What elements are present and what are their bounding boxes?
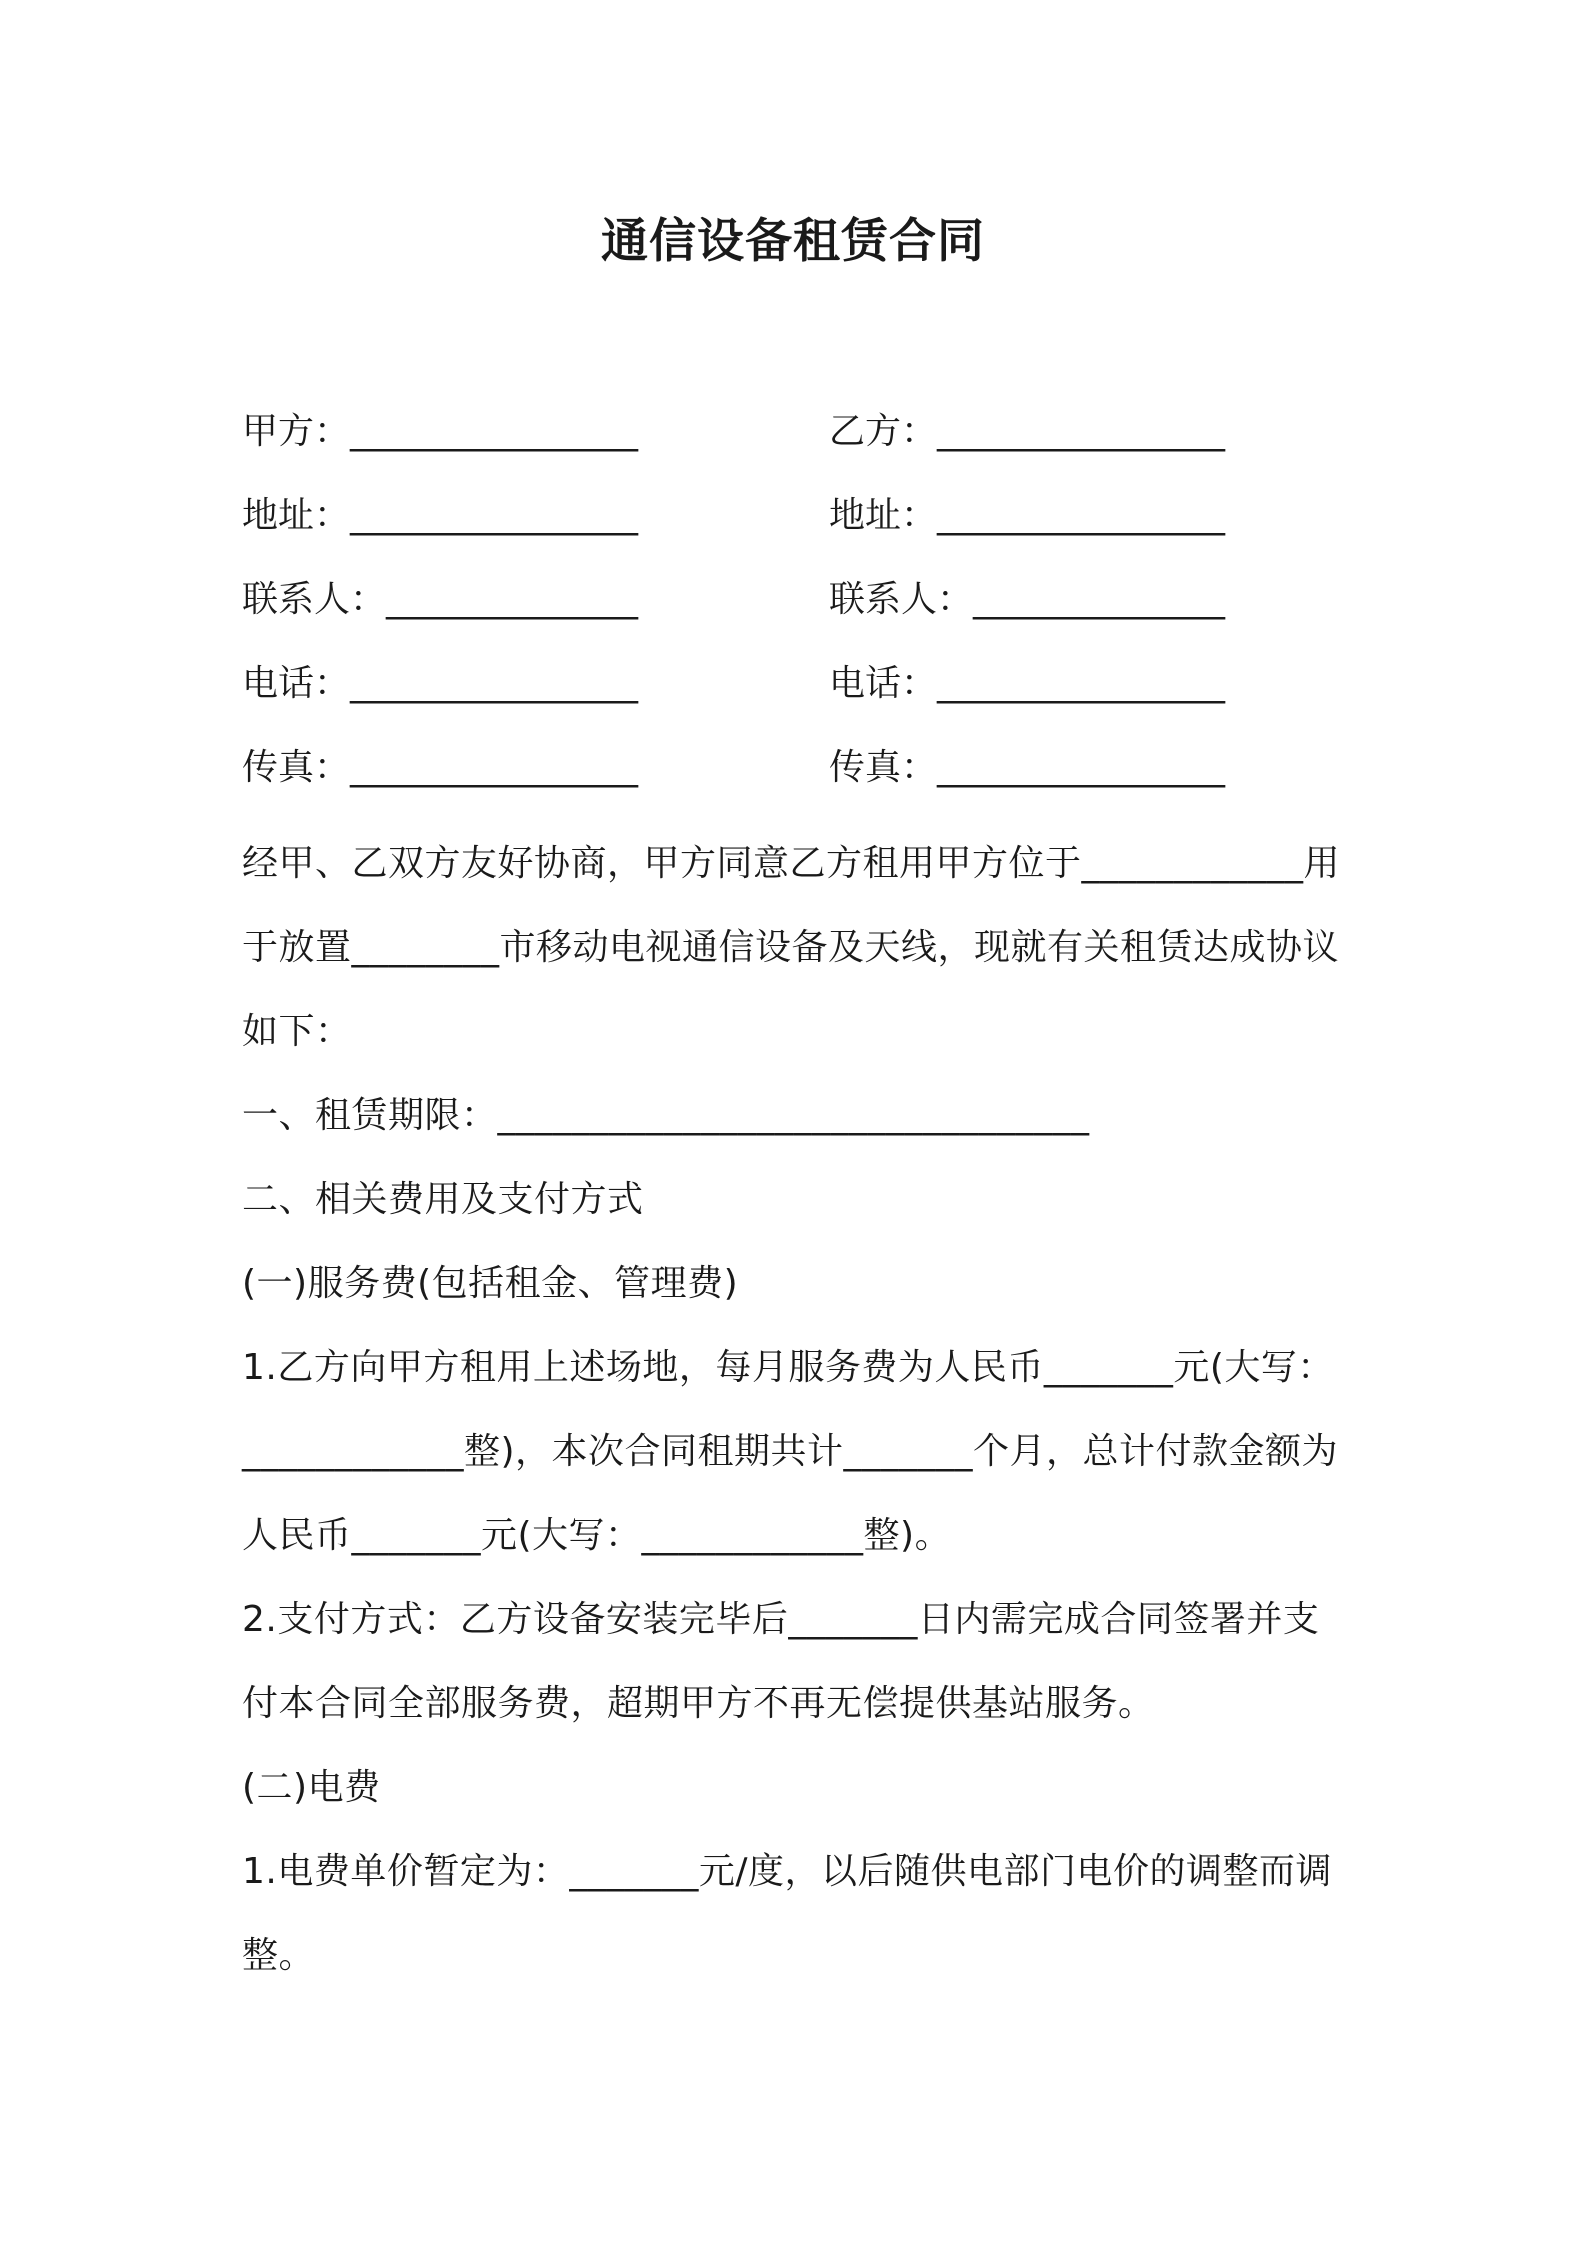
service-fee-item-2: 2.支付方式：乙方设备安装完毕后_______日内需完成合同签署并支付本合同全部服务费，超期甲方不再无偿提供基站服务。 xyxy=(242,1599,1320,1724)
party-a-phone-field: 电话：________________ xyxy=(242,663,639,704)
document-title: 通信设备租赁合同 xyxy=(601,214,985,269)
subclause-service-fee-heading: (一)服务费(包括租金、管理费) xyxy=(242,1263,739,1304)
party-b-contact-field: 联系人：______________ xyxy=(829,579,1226,620)
party-b-fax-field: 传真：________________ xyxy=(829,747,1226,788)
clause-lease-term: 一、租赁期限：________________________________ xyxy=(242,1095,1090,1136)
electricity-item-1: 1.电费单价暂定为：_______元/度，以后随供电部门电价的调整而调整。 xyxy=(242,1851,1332,1976)
party-b-name-field: 乙方：________________ xyxy=(829,411,1226,452)
party-row-phone xyxy=(242,654,1362,738)
intro-paragraph: 经甲、乙双方友好协商，甲方同意乙方租用甲方位于____________用于放置________市移动电视通信设备及天线，现就有关租赁达成协议如下： xyxy=(242,843,1341,1052)
party-row-name xyxy=(242,402,1362,486)
clause-fees-heading: 二、相关费用及支付方式 xyxy=(242,1179,644,1220)
party-b-address-field: 地址：________________ xyxy=(829,495,1226,536)
party-a-address-field: 地址：________________ xyxy=(242,495,639,536)
party-row-fax xyxy=(242,738,1362,822)
party-info-grid xyxy=(242,402,1362,822)
party-a-name-field: 甲方：________________ xyxy=(242,411,639,452)
subclause-electricity-heading: (二)电费 xyxy=(242,1767,381,1808)
party-row-address xyxy=(242,486,1362,570)
party-row-contact xyxy=(242,570,1362,654)
service-fee-item-1: 1.乙方向甲方租用上述场地，每月服务费为人民币_______元(大写：____________整)，本次合同租期共计_______个月，总计付款金额为人民币_______元(大写：____________整)。 xyxy=(242,1347,1339,1556)
party-a-fax-field: 传真：________________ xyxy=(242,747,639,788)
party-b-phone-field: 电话：________________ xyxy=(829,663,1226,704)
party-a-contact-field: 联系人：______________ xyxy=(242,579,639,620)
contract-body xyxy=(242,822,1352,1998)
